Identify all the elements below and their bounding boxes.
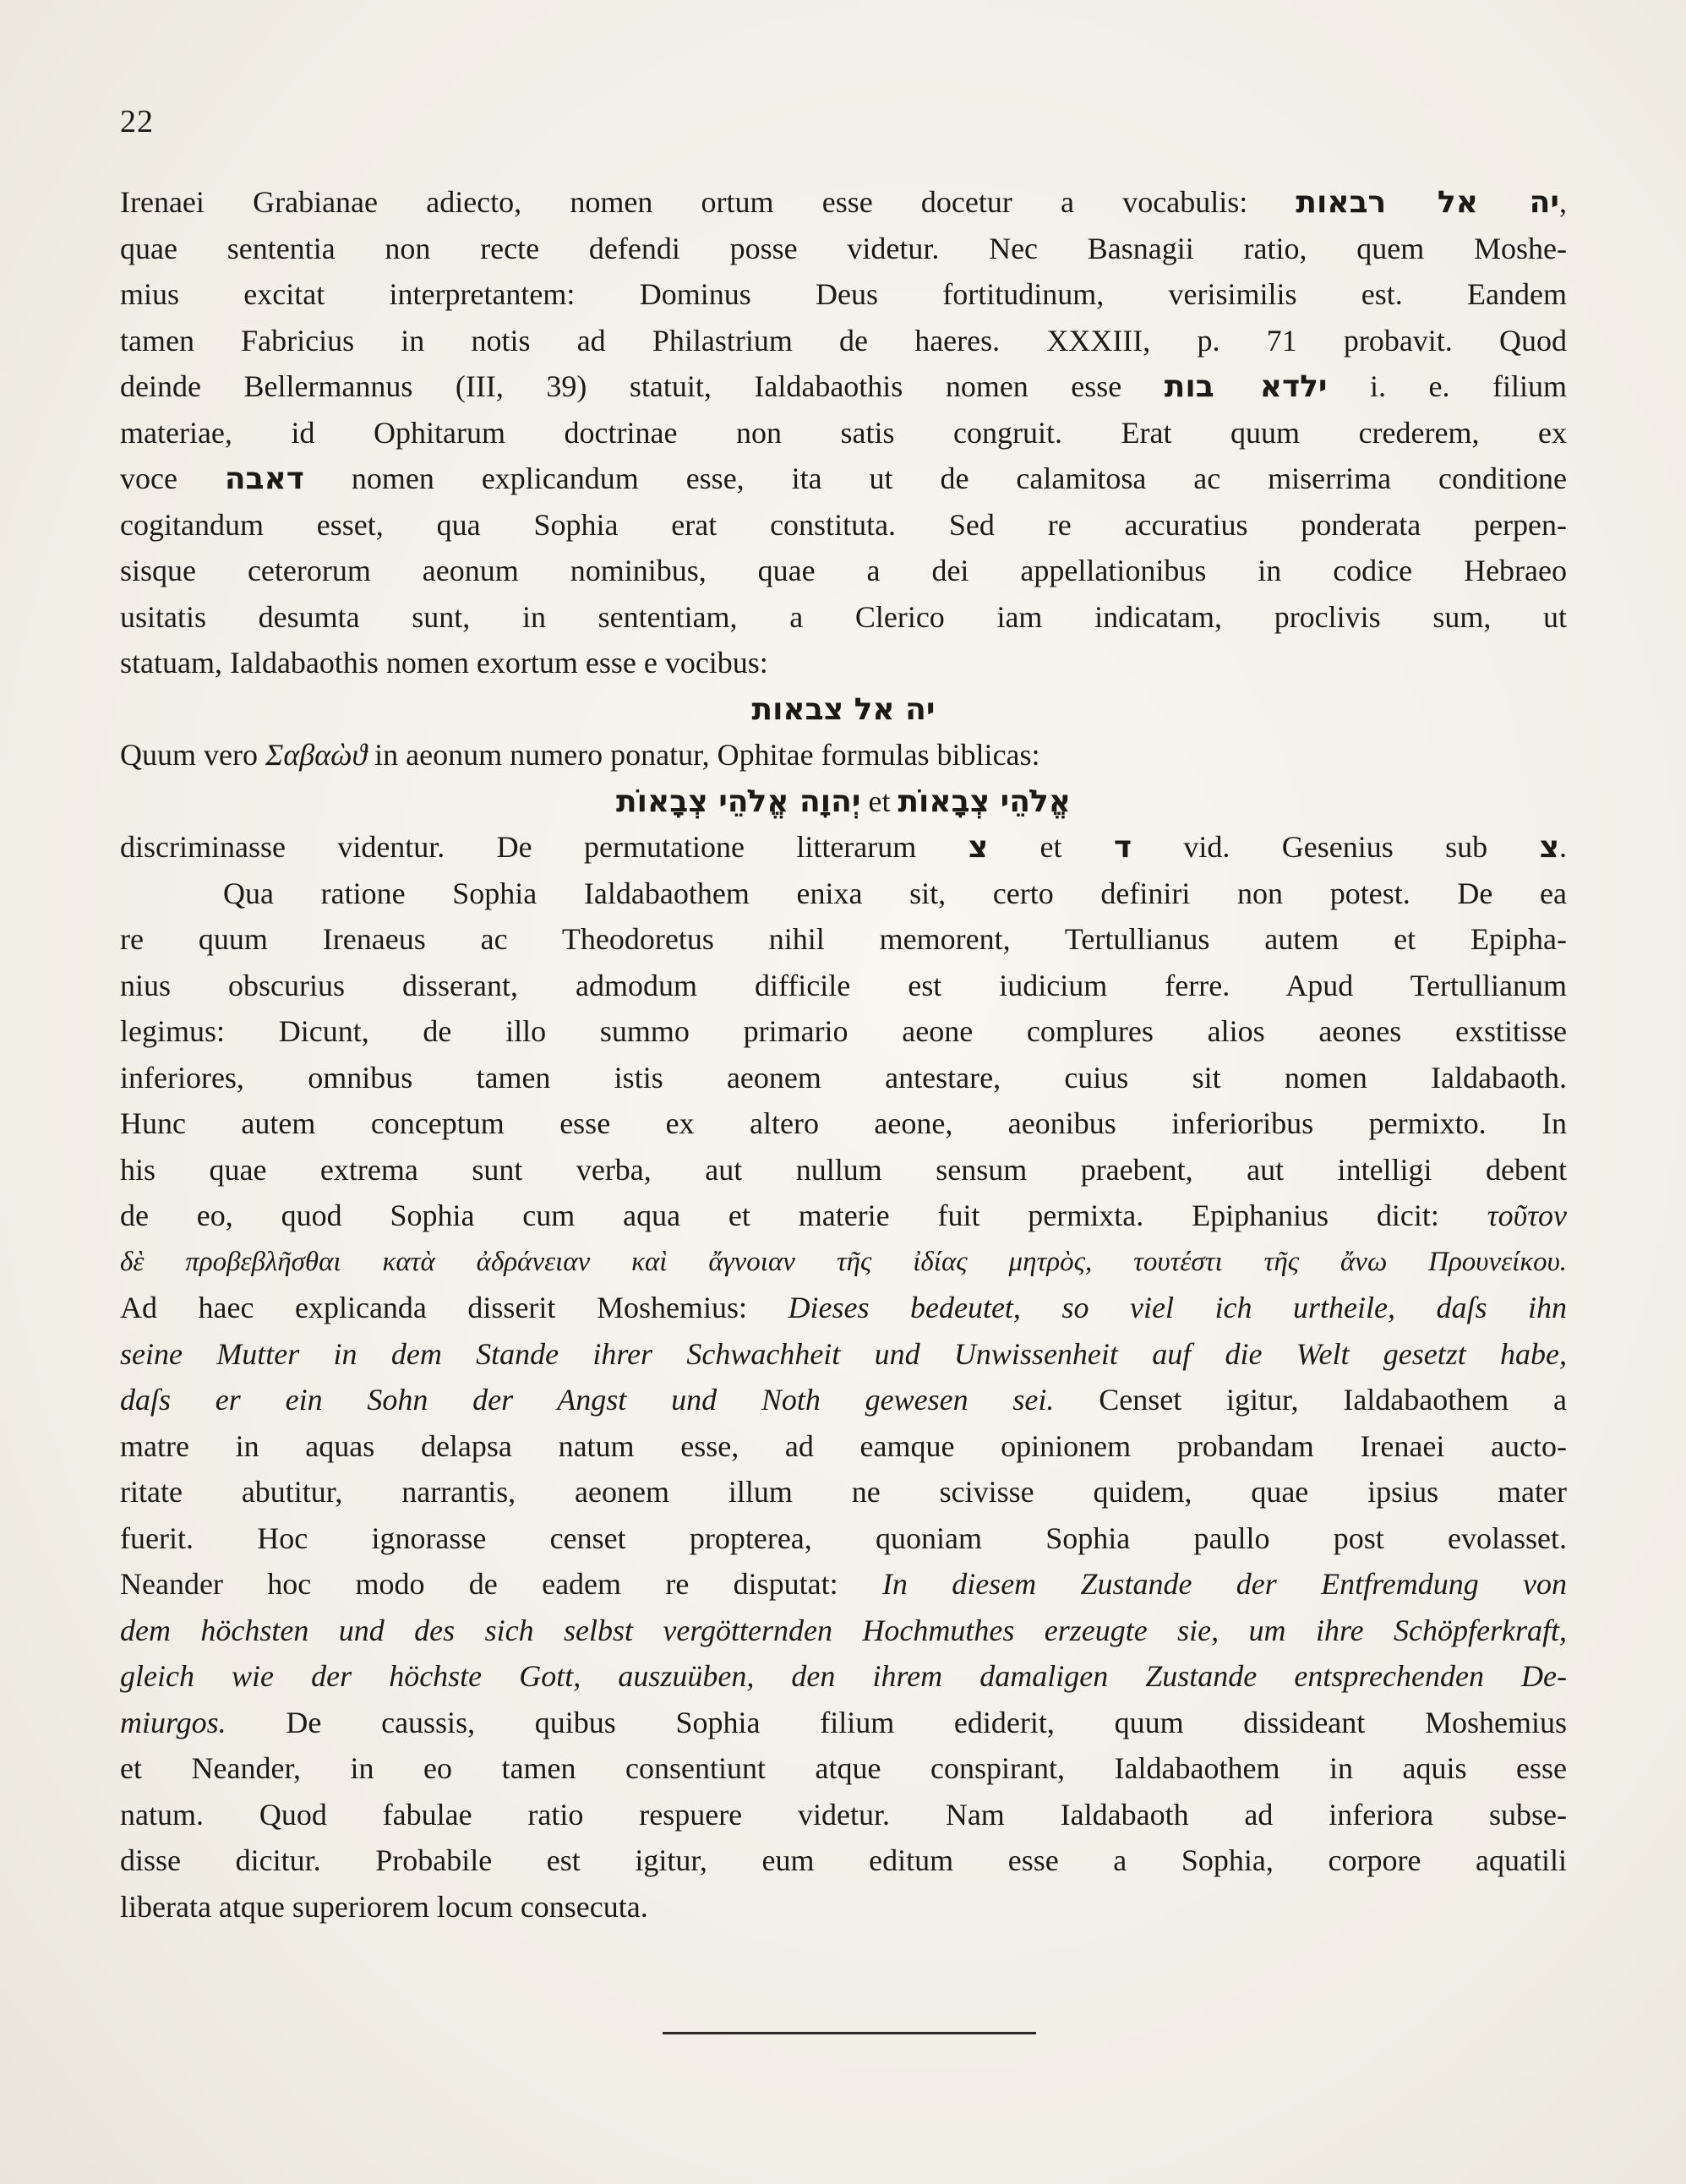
german-quote: daſs er ein Sohn der Angst und Noth gewesen sei. [120, 1383, 1055, 1417]
latin-text: nomen explicandum esse, ita ut de calamitosa ac miserrima conditione [303, 461, 1567, 495]
text-line [120, 1884, 1567, 1930]
latin-text: his quae extrema sunt verba, aut nullum sensum praebent, aut intelligi debent [120, 1152, 1567, 1187]
hebrew-word: אֱלֹהֵי צְבָאוֹת [898, 784, 1071, 819]
text-line [120, 502, 1567, 549]
german-quote: In diesem Zustande der Entfremdung von [881, 1567, 1568, 1601]
text-line [120, 1561, 1567, 1608]
text-line [120, 179, 1567, 226]
text-line [120, 594, 1567, 641]
text-line [120, 963, 1567, 1009]
text-line [120, 363, 1567, 410]
text-line [120, 1837, 1567, 1884]
latin-text: discriminasse videntur. De permutatione litterarum [120, 830, 968, 864]
text-line [120, 1008, 1567, 1055]
latin-text: tamen Fabricius in notis ad Philastrium de haeres. XXXIII, p. 71 probavit. Quod [120, 323, 1567, 358]
text-line [120, 1147, 1567, 1193]
german-quote: miurgos. [120, 1705, 226, 1739]
latin-text: quae sententia non recte defendi posse videtur. Nec Basnagii ratio, quem Moshe- [120, 231, 1567, 265]
text-line [120, 1745, 1567, 1792]
text-line [120, 686, 1567, 733]
text-line [120, 1700, 1567, 1746]
text-line [120, 1608, 1567, 1654]
text-line [120, 1423, 1567, 1470]
text-line [120, 1331, 1567, 1378]
latin-text: mius excitat interpretantem: Dominus Deus fortitudinum, verisimilis est. Eandem [120, 277, 1567, 311]
text-line [120, 410, 1567, 456]
text-line [120, 640, 1567, 686]
latin-text: Irenaei Grabianae adiecto, nomen ortum esse docetur a vocabulis: [120, 185, 1296, 219]
latin-text: usitatis desumta sunt, in sententiam, a Clerico iam indicatam, proclivis sum, ut [120, 599, 1567, 634]
latin-text: liberata atque superiorem locum consecuta. [120, 1889, 648, 1924]
latin-text: voce [120, 461, 225, 495]
hebrew-word: צ [1539, 830, 1559, 865]
body-text [120, 179, 1567, 1930]
latin-text: natum. Quod fabulae ratio respuere videtur. Nam Ialdabaoth ad inferiora subse- [120, 1797, 1567, 1832]
latin-text: matre in aquas delapsa natum esse, ad eamque opinionem probandam Irenaei aucto- [120, 1428, 1567, 1463]
latin-text: cogitandum esset, qua Sophia erat constituta. Sed re accuratius ponderata perpen- [120, 507, 1567, 542]
text-line [120, 456, 1567, 502]
latin-text: Ad haec explicanda disserit Moshemius: [120, 1291, 788, 1324]
latin-text: fuerit. Hoc ignorasse censet propterea, quoniam Sophia paullo post evolasset. [120, 1521, 1567, 1555]
german-quote: gleich wie der höchste Gott, auszuüben, den ihrem damaligen Zustande entsprechenden De- [120, 1659, 1567, 1693]
latin-text: Neander hoc modo de eadem re disputat: [120, 1567, 882, 1601]
page-number: 22 [120, 104, 154, 139]
latin-text: in aeonum numero ponatur, Ophitae formulas biblicas: [367, 738, 1040, 772]
latin-text: et Neander, in eo tamen consentiunt atque conspirant, Ialdabaothem in aquis esse [120, 1751, 1567, 1785]
text-line [120, 778, 1567, 825]
text-line [120, 1193, 1567, 1239]
text-line [120, 1239, 1567, 1286]
latin-text: i. e. filium [1327, 369, 1567, 403]
latin-text: deinde Bellermannus (III, 39) statuit, Ialdabaothis nomen esse [120, 369, 1165, 403]
greek-text: Σαβαὼϑ [265, 738, 368, 772]
text-line [120, 916, 1567, 963]
latin-text: , [1558, 185, 1567, 219]
latin-text: ritate abutitur, narrantis, aeonem illum ne scivisse quidem, quae ipsius mater [120, 1475, 1567, 1509]
latin-text: Hunc autem conceptum esse ex altero aeone, aeonibus inferioribus permixto. In [120, 1106, 1567, 1140]
text-line [120, 732, 1567, 778]
end-rule [663, 2032, 1036, 2034]
text-line [120, 1285, 1567, 1331]
text-line [120, 1515, 1567, 1562]
latin-text: et [988, 830, 1114, 864]
text-line [120, 226, 1567, 272]
text-line [120, 1653, 1567, 1700]
hebrew-word: יה אל צבאות [751, 691, 936, 727]
latin-text: nius obscurius disserant, admodum difficile est iudicium ferre. Apud Tertullianum [120, 968, 1567, 1002]
latin-text: inferiores, omnibus tamen istis aeonem antestare, cuius sit nomen Ialdabaoth. [120, 1060, 1567, 1095]
latin-text: sisque ceterorum aeonum nominibus, quae a dei appellationibus in codice Hebraeo [120, 554, 1567, 587]
latin-text: Qua ratione Sophia Ialdabaothem enixa sit, certo definiri non potest. De ea [223, 876, 1567, 910]
greek-text: τοῦτον [1487, 1198, 1567, 1232]
hebrew-word: יְהוָה אֱלֹהֵי צְבָאוֹת [616, 784, 861, 819]
latin-text: legimus: Dicunt, de illo summo primario aeone complures alios aeones exstitisse [120, 1014, 1567, 1048]
latin-text: materiae, id Ophitarum doctrinae non satis congruit. Erat quum crederem, ex [120, 415, 1567, 450]
latin-text: statuam, Ialdabaothis nomen exortum esse e vocibus: [120, 646, 768, 680]
hebrew-word: דאבה [224, 461, 304, 496]
latin-text: re quum Irenaeus ac Theodoretus nihil memorent, Tertullianus autem et Epipha- [120, 922, 1567, 956]
text-line [120, 1377, 1567, 1423]
latin-text: De caussis, quibus Sophia filium ediderit, quum dissideant Moshemius [226, 1705, 1567, 1739]
greek-text: δὲ προβεβλῆσθαι κατὰ ἀδράνειαν καὶ ἄγνοιαν τῆς ἰδίας μητρὸς, τουτέστι τῆς ἄνω Προυνείκου. [120, 1246, 1567, 1277]
text-line [120, 824, 1567, 871]
text-line [120, 1100, 1567, 1147]
latin-text: Quum vero [120, 738, 265, 772]
german-quote: seine Mutter in dem Stande ihrer Schwachheit und Unwissenheit auf die Welt gesetzt habe, [120, 1336, 1567, 1371]
latin-text: Censet igitur, Ialdabaothem a [1054, 1383, 1568, 1417]
latin-text: et [860, 784, 898, 818]
text-line [120, 1469, 1567, 1515]
hebrew-word: ד [1113, 830, 1132, 865]
text-line [120, 271, 1567, 318]
text-line [120, 318, 1567, 364]
text-line [120, 1792, 1567, 1838]
text-line [120, 548, 1567, 594]
german-quote: dem höchsten und des sich selbst vergötternden Hochmuthes erzeugte sie, um ihre Schöpferkraft, [120, 1613, 1567, 1647]
german-quote: Dieses bedeutet, so viel ich urtheile, daſs ihn [788, 1291, 1568, 1324]
latin-text: . [1559, 830, 1567, 864]
hebrew-word: צ [968, 830, 989, 865]
text-line [120, 1055, 1567, 1101]
latin-text: de eo, quod Sophia cum aqua et materie fuit permixta. Epiphanius dicit: [120, 1198, 1487, 1232]
latin-text: disse dicitur. Probabile est igitur, eum editum esse a Sophia, corpore aquatili [120, 1843, 1567, 1877]
hebrew-word: ילדא בות [1164, 369, 1328, 404]
text-line [120, 871, 1567, 917]
latin-text: vid. Gesenius sub [1132, 830, 1540, 864]
hebrew-word: יה אל רבאות [1296, 185, 1559, 220]
